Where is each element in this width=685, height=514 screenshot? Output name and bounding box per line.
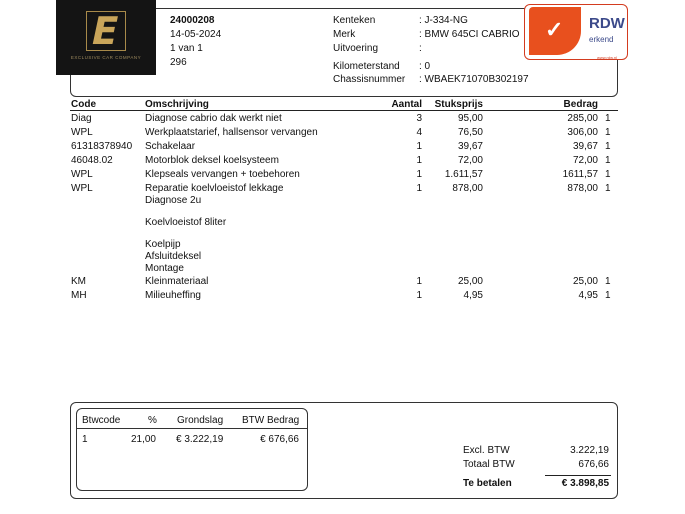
total-vat-label: Totaal BTW	[463, 459, 515, 470]
col-header-qty: Aantal	[391, 99, 422, 110]
table-row-desc: Diagnose cabrio dak werkt niet	[145, 113, 282, 124]
table-row-desc: Klepseals vervangen + toebehoren	[145, 169, 300, 180]
table-row-price: 95,00	[457, 113, 483, 124]
table-row-desc: Motorblok deksel koelsysteem	[145, 155, 279, 166]
table-row-price: 878,00	[452, 183, 483, 194]
invoice-date: 14-05-2024	[170, 29, 222, 40]
total-vat-value: 676,66	[578, 459, 609, 470]
vat-header-code: Btwcode	[82, 415, 121, 426]
vat-header-percent: %	[148, 415, 157, 426]
table-row-vat: 1	[605, 169, 611, 180]
vat-row-amount: € 676,66	[260, 434, 299, 445]
col-header-code: Code	[71, 99, 96, 110]
rdw-url: www.rdw.nl	[597, 55, 618, 60]
table-row-amount: 878,00	[567, 183, 598, 194]
vat-header-divider	[76, 428, 308, 429]
table-row-vat: 1	[605, 141, 611, 152]
table-row-code: Diag	[71, 113, 92, 124]
table-row-vat: 1	[605, 155, 611, 166]
line-note: Koelpijp	[145, 239, 181, 250]
vat-row-code: 1	[82, 434, 88, 445]
table-row-qty: 4	[416, 127, 422, 138]
vat-header-amount: BTW Bedrag	[242, 415, 300, 426]
table-row-amount: 25,00	[572, 276, 598, 287]
total-excl-value: 3.222,19	[570, 445, 609, 456]
line-note: Diagnose 2u	[145, 195, 202, 206]
total-pay-value: € 3.898,85	[561, 478, 609, 489]
invoice-page: 1 van 1	[170, 43, 203, 54]
table-row-price: 4,95	[463, 290, 483, 301]
company-logo	[56, 0, 156, 75]
rdw-title: RDW	[589, 15, 625, 32]
table-row-vat: 1	[605, 127, 611, 138]
vehicle-value-uitvoering: :	[419, 43, 422, 54]
table-row-qty: 1	[416, 290, 422, 301]
table-row-amount: 39,67	[572, 141, 598, 152]
table-row-qty: 1	[416, 276, 422, 287]
line-note: Afsluitdeksel	[145, 251, 202, 262]
table-row-vat: 1	[605, 276, 611, 287]
rdw-bird-icon: ✓	[529, 7, 581, 55]
table-row-vat: 1	[605, 290, 611, 301]
col-header-price: Stuksprijs	[434, 99, 483, 110]
rdw-card	[524, 4, 628, 60]
table-row-price: 25,00	[457, 276, 483, 287]
table-row-qty: 1	[416, 155, 422, 166]
table-row-price: 1.611,57	[444, 169, 483, 180]
total-excl-label: Excl. BTW	[463, 445, 510, 456]
vat-row-base: € 3.222,19	[176, 434, 224, 445]
vehicle-value-chassis: : WBAEK71070B302197	[419, 74, 529, 85]
table-row-vat: 1	[605, 183, 611, 194]
table-row-amount: 306,00	[567, 127, 598, 138]
table-row-desc: Milieuheffing	[145, 290, 201, 301]
table-row-vat: 1	[605, 113, 611, 124]
table-row-code: WPL	[71, 127, 93, 138]
vehicle-label-kenteken: Kenteken	[333, 15, 376, 26]
vehicle-value-merk: : BMW 645CI CABRIO	[419, 29, 520, 40]
table-row-desc: Werkplaatstarief, hallsensor vervangen	[145, 127, 318, 138]
table-row-code: 46048.02	[71, 155, 113, 166]
vehicle-label-km: Kilometerstand	[333, 61, 400, 72]
table-row-qty: 1	[416, 183, 422, 194]
line-note: Montage	[145, 263, 184, 274]
table-row-amount: 285,00	[567, 113, 598, 124]
vehicle-label-chassis: Chassisnummer	[333, 74, 406, 85]
table-row-code: WPL	[71, 183, 93, 194]
table-row-price: 72,00	[457, 155, 483, 166]
table-row-code: 61318378940	[71, 141, 133, 152]
table-row-price: 76,50	[457, 127, 483, 138]
logo-letter: E	[87, 9, 122, 53]
logo-subtitle: EXCLUSIVE CAR COMPANY	[70, 55, 142, 60]
col-header-amount: Bedrag	[563, 99, 598, 110]
rdw-badge	[514, 0, 630, 64]
vehicle-value-kenteken: : J-334-NG	[419, 15, 468, 26]
vat-header-base: Grondslag	[177, 415, 224, 426]
table-row-price: 39,67	[457, 141, 483, 152]
table-row-code: MH	[71, 290, 87, 301]
table-row-amount: 4,95	[578, 290, 598, 301]
table-row-qty: 1	[416, 169, 422, 180]
table-row-code: WPL	[71, 169, 93, 180]
col-header-desc: Omschrijving	[145, 99, 209, 110]
invoice-number: 24000208	[170, 15, 215, 26]
line-note: Koelvloeistof 8liter	[145, 217, 227, 228]
table-row-desc: Reparatie koelvloeistof lekkage	[145, 183, 284, 194]
invoice-ref: 296	[170, 57, 187, 68]
table-row-amount: 1611,57	[562, 169, 598, 180]
vehicle-label-merk: Merk	[333, 29, 356, 40]
table-row-desc: Kleinmateriaal	[145, 276, 209, 287]
vehicle-label-uitvoering: Uitvoering	[333, 43, 379, 54]
vat-row-percent: 21,00	[130, 434, 156, 445]
total-pay-label: Te betalen	[463, 478, 512, 489]
rdw-subtitle: erkend	[589, 35, 614, 44]
table-row-qty: 1	[416, 141, 422, 152]
table-row-qty: 3	[416, 113, 422, 124]
table-row-desc: Schakelaar	[145, 141, 196, 152]
vehicle-value-km: : 0	[419, 61, 431, 72]
table-header-divider	[70, 110, 618, 111]
table-row-amount: 72,00	[572, 155, 598, 166]
table-row-code: KM	[71, 276, 86, 287]
totals-divider	[545, 475, 611, 476]
